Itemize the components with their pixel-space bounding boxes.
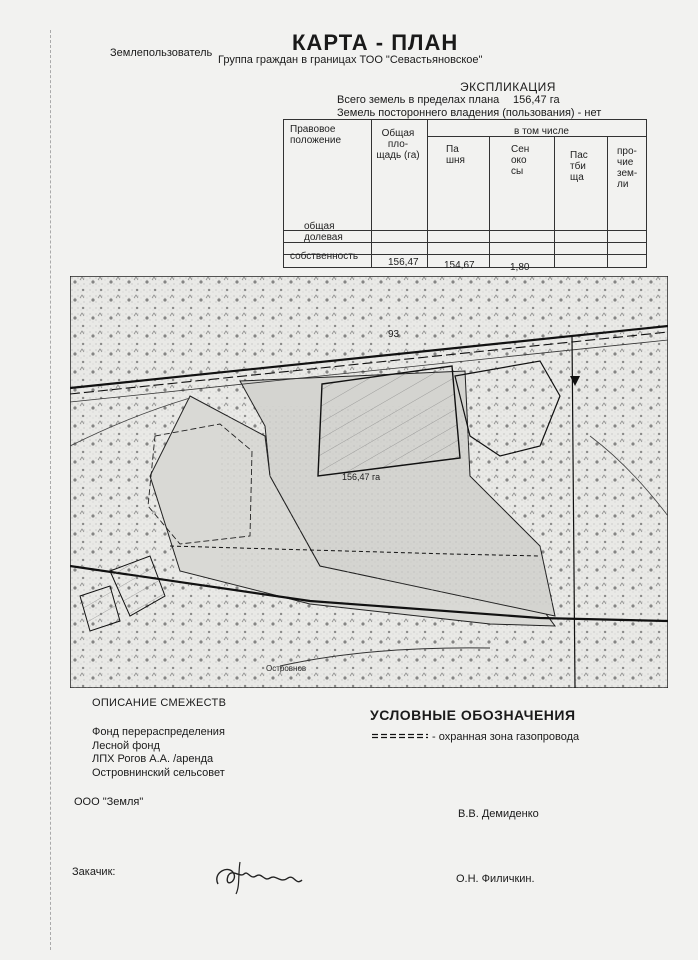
land-user-label: Землепользователь: [110, 47, 213, 59]
map-drawing: [70, 276, 668, 688]
map-marker-93: 93: [388, 329, 400, 340]
customer-label: Закачик:: [72, 866, 116, 878]
column-hayfields: Сен око сы: [511, 144, 530, 177]
map-area-label: 156,47 га: [342, 472, 381, 482]
adjacency-item: Лесной фонд: [92, 740, 160, 752]
row-label-general: общая: [304, 221, 335, 232]
column-legal-status: Правовое положение: [290, 124, 342, 146]
column-other: про- чие зем- ли: [617, 146, 638, 190]
value-arable: 154,67: [444, 260, 475, 271]
land-user-value: Группа граждан в границах ТОО "Севастьяновское": [218, 54, 483, 66]
adjacency-item: Островнинский сельсовет: [92, 767, 225, 779]
column-total-area: Общая пло- щадь (га): [376, 128, 420, 161]
explication-foreign-land: Земель постороннего владения (пользования) - нет: [337, 107, 602, 119]
handwritten-signature: [210, 858, 310, 898]
legend-item-gas-pipeline: - охранная зона газопровода: [432, 731, 580, 743]
document-title: КАРТА - ПЛАН: [292, 30, 459, 55]
column-including: в том числе: [514, 126, 569, 137]
row-label-shared: долевая: [304, 232, 343, 243]
explication-total-label: Всего земель в пределах плана: [337, 94, 500, 106]
adjacency-item: Фонд перераспределения: [92, 726, 225, 738]
adjacency-item: ЛПХ Рогов А.А. /аренда: [92, 753, 214, 765]
signer-filichkin: О.Н. Филичкин.: [456, 873, 535, 885]
explication-table: [283, 119, 647, 273]
map-village-label: Островнов: [266, 664, 307, 673]
adjacency-title: ОПИСАНИЕ СМЕЖЕСТВ: [92, 697, 227, 709]
legend-title: УСЛОВНЫЕ ОБОЗНАЧЕНИЯ: [370, 707, 576, 723]
explication-title: ЭКСПЛИКАЦИЯ: [460, 80, 556, 94]
binding-margin-line: [50, 30, 51, 950]
signer-demidenko: В.В. Демиденко: [458, 808, 539, 820]
row-label-ownership: собственность: [290, 251, 359, 262]
land-plan-map: [70, 276, 668, 688]
value-hayfields: 1,80: [510, 262, 530, 273]
gas-pipeline-zone-symbol: [372, 733, 428, 739]
column-pastures: Пас тби ща: [570, 150, 588, 183]
explication-total-value: 156,47 га: [513, 94, 560, 106]
value-total-area: 156,47: [388, 257, 419, 268]
organization-name: ООО "Земля": [74, 796, 144, 808]
column-arable: Па шня: [446, 144, 465, 166]
